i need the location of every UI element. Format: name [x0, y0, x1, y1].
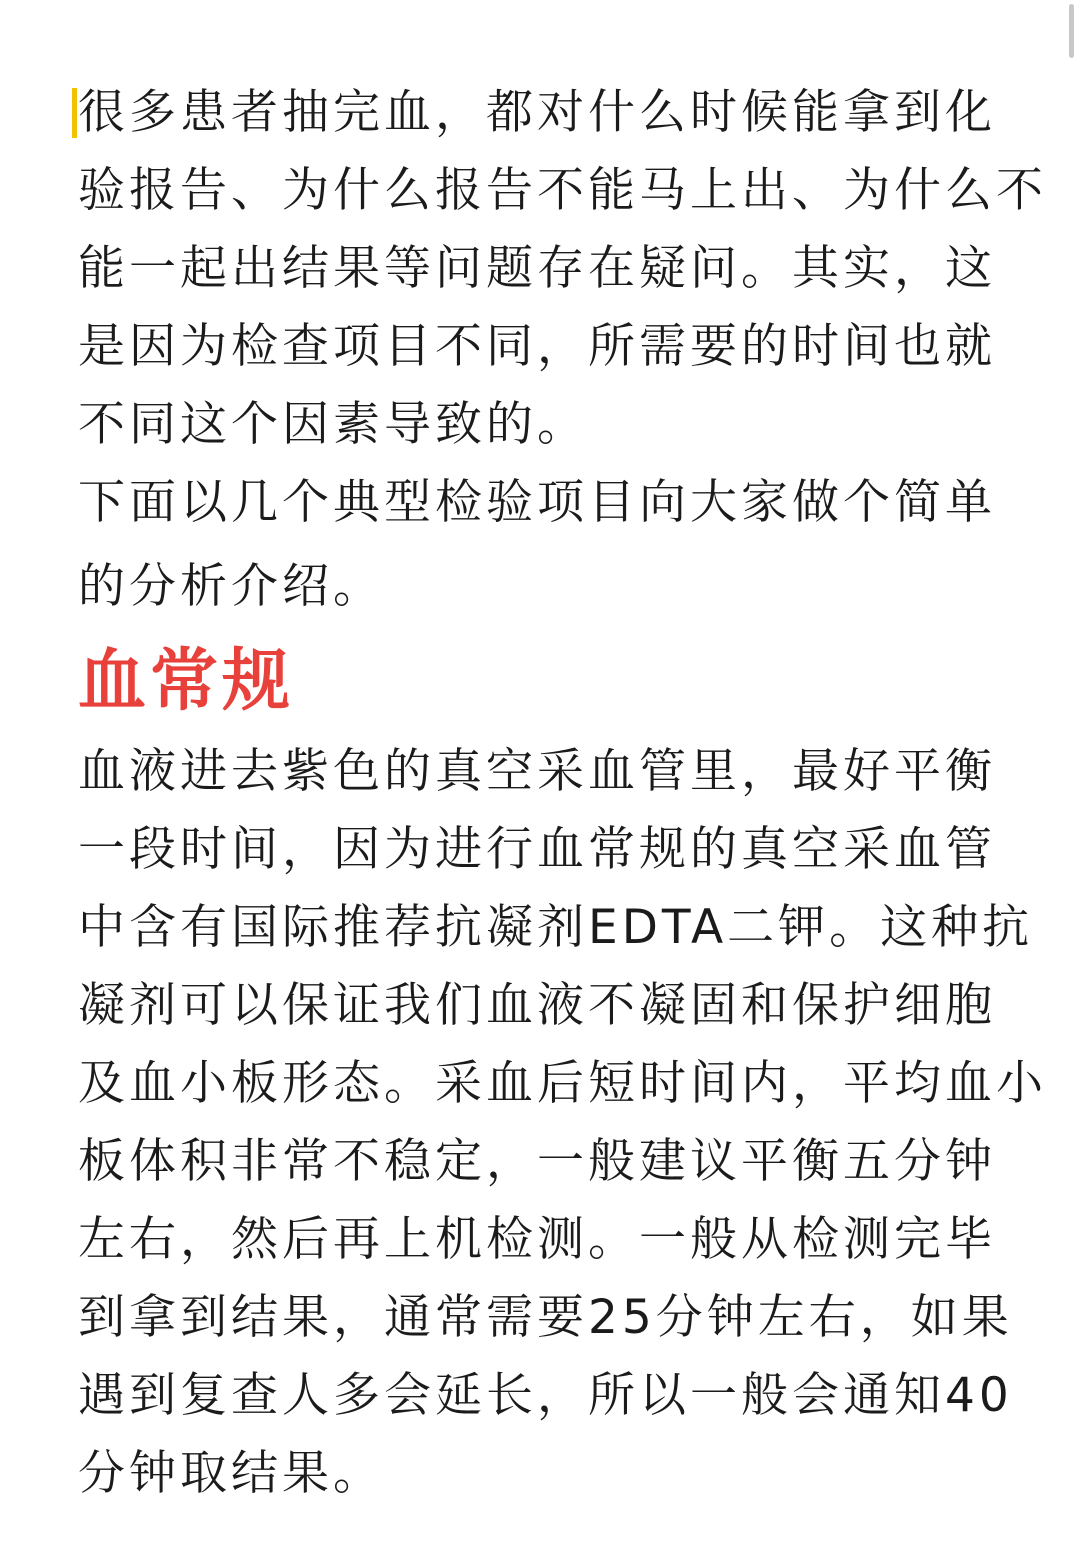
- scrollbar[interactable]: [1069, 4, 1074, 58]
- intro-line-2: 验报告、为什么报告不能马上出、为什么不: [78, 163, 1047, 218]
- body-line-3: 中含有国际推荐抗凝剂EDTA二钾。这种抗: [78, 900, 1034, 955]
- body-line-2: 一段时间，因为进行血常规的真空采血管: [78, 822, 996, 877]
- text-cursor-marker: [72, 88, 77, 138]
- intro-line-1: 很多患者抽完血，都对什么时候能拿到化: [78, 85, 996, 140]
- section-heading-blood-routine: 血常规: [78, 642, 295, 721]
- body-line-5: 及血小板形态。采血后短时间内，平均血小: [78, 1056, 1047, 1111]
- body-line-8: 到拿到结果，通常需要25分钟左右，如果: [78, 1290, 1013, 1345]
- intro-line-3: 能一起出结果等问题存在疑问。其实，这: [78, 241, 996, 296]
- body-line-7: 左右，然后再上机检测。一般从检测完毕: [78, 1212, 996, 1267]
- intro-line-6: 下面以几个典型检验项目向大家做个简单: [78, 475, 996, 530]
- body-line-6: 板体积非常不稳定，一般建议平衡五分钟: [78, 1134, 996, 1189]
- body-line-4: 凝剂可以保证我们血液不凝固和保护细胞: [78, 978, 996, 1033]
- intro-line-5: 不同这个因素导致的。: [78, 397, 588, 452]
- body-line-9: 遇到复查人多会延长，所以一般会通知40: [78, 1368, 1013, 1423]
- intro-line-7: 的分析介绍。: [78, 559, 384, 614]
- body-line-10: 分钟取结果。: [78, 1446, 384, 1501]
- body-line-1: 血液进去紫色的真空采血管里，最好平衡: [78, 744, 996, 799]
- intro-line-4: 是因为检查项目不同，所需要的时间也就: [78, 319, 996, 374]
